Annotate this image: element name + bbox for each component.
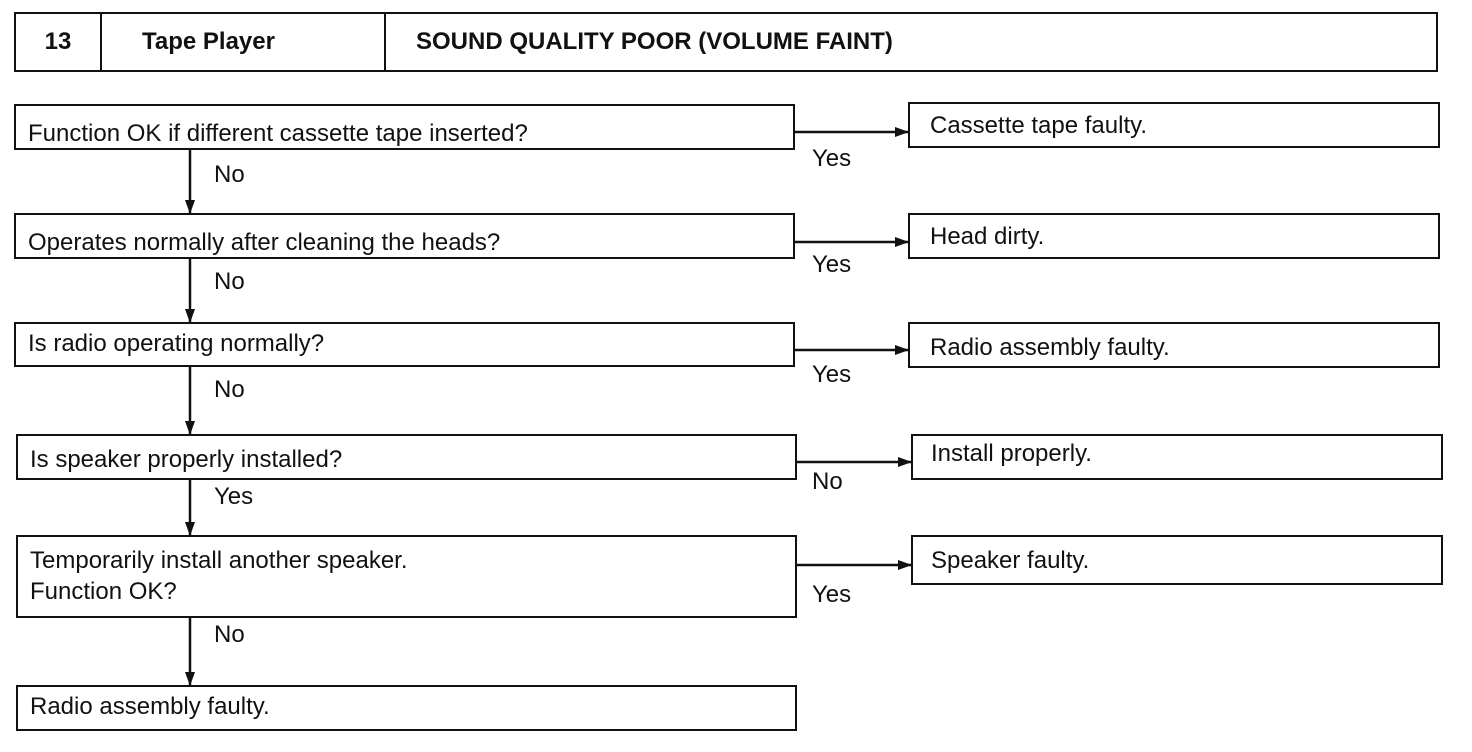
- branch-label-right-3: Yes: [812, 361, 852, 388]
- question-text: Is speaker properly installed?: [30, 446, 343, 473]
- result-text: Install properly.: [931, 440, 1092, 467]
- question-text: Is radio operating normally?: [28, 330, 325, 357]
- branch-label-down-2: No: [214, 268, 245, 295]
- branch-label-right-2: Yes: [812, 251, 852, 278]
- question-box-4: [16, 434, 797, 480]
- procedure-section: Tape Player: [102, 14, 386, 70]
- result-text: Speaker faulty.: [931, 547, 1090, 574]
- question-box-1: [14, 104, 795, 150]
- procedure-title: SOUND QUALITY POOR (VOLUME FAINT): [416, 28, 893, 55]
- branch-label-down-5: No: [214, 621, 245, 648]
- branch-label-down-1: No: [214, 161, 245, 188]
- result-box-3: [908, 322, 1440, 368]
- result-text: Cassette tape faulty.: [930, 112, 1148, 139]
- branch-label-right-4: No: [812, 468, 843, 495]
- result-box-5: [911, 535, 1443, 585]
- question-box-3: [14, 322, 795, 367]
- result-box-4: [911, 434, 1443, 480]
- question-text-line-2: Function OK?: [30, 578, 177, 605]
- branch-label-down-4: Yes: [214, 483, 254, 510]
- question-box-5: [16, 535, 797, 618]
- result-text: Radio assembly faulty.: [930, 334, 1170, 361]
- branch-label-right-5: Yes: [812, 581, 852, 608]
- result-text: Head dirty.: [930, 223, 1045, 250]
- procedure-number: 13: [16, 14, 102, 70]
- final-result-box: [16, 685, 797, 731]
- question-text: Function OK if different cassette tape inserted?: [28, 120, 528, 147]
- question-text: Operates normally after cleaning the heads?: [28, 229, 501, 256]
- branch-label-right-1: Yes: [812, 145, 852, 172]
- branch-label-down-3: No: [214, 376, 245, 403]
- result-box-2: [908, 213, 1440, 259]
- question-text-line-1: Temporarily install another speaker.: [30, 547, 408, 574]
- final-result-text: Radio assembly faulty.: [30, 693, 270, 720]
- result-box-1: [908, 102, 1440, 148]
- question-box-2: [14, 213, 795, 259]
